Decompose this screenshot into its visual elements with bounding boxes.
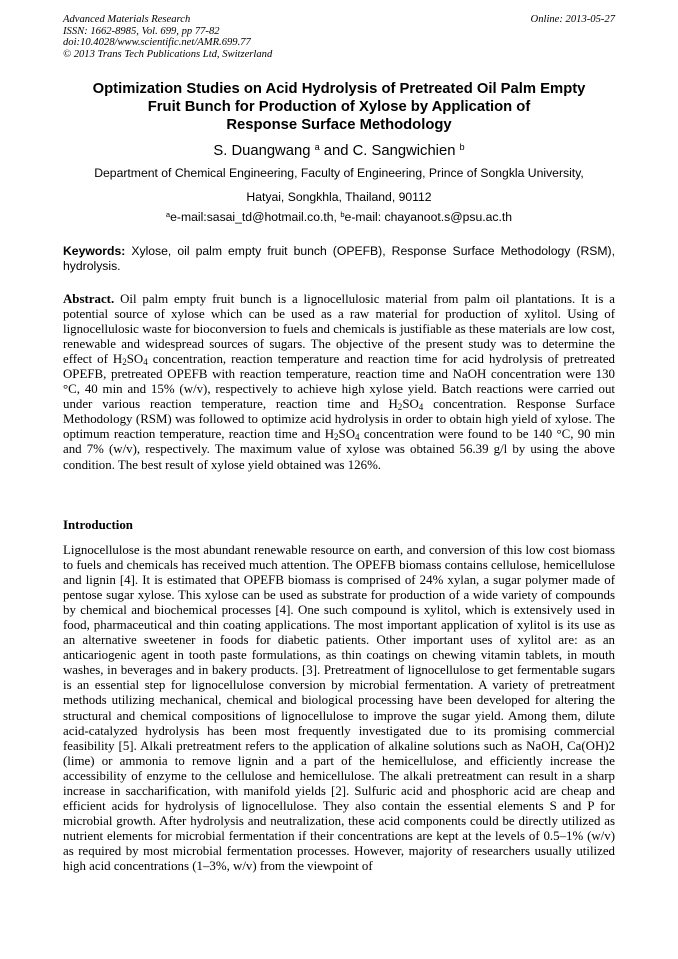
email-mark: a (165, 209, 171, 219)
formula-text: SO (402, 397, 419, 412)
author-affil-mark: a (314, 141, 320, 152)
keywords-label: Keywords: (63, 244, 126, 258)
email-mark: b (340, 209, 345, 219)
author-name: C. Sangwichien (352, 143, 456, 159)
keywords-text: Xylose, oil palm empty fruit bunch (OPEFB), Response Surface Methodology (RSM), hydrolysis. (63, 244, 615, 273)
title-line: Optimization Studies on Acid Hydrolysis of Pretreated Oil Palm Empty (92, 81, 586, 97)
email-link[interactable]: e-mail:sasai_td@hotmail.co.th, (170, 210, 337, 224)
author-emails (55, 210, 623, 225)
abstract-text: Oil palm empty fruit bunch is a lignocellulosic material from palm oil plantations. It is a potential source of xylose which can be used as a raw material for production of xylitol. Using of lignocellulosic waste for bioconversion to fuels and chemicals is justifiable as these materials are low cost, renewable and widespread sources of sugars. The objective of the present study was to determine the effect of H (63, 292, 615, 367)
formula-subscript: 2 (397, 402, 403, 413)
abstract (63, 292, 615, 473)
formula-text: SO (126, 352, 144, 367)
affiliation-department: Department of Chemical Engineering, Faculty of Engineering, Prince of Songkla University, (94, 166, 584, 180)
journal-doi: doi:10.4028/www.scientific.net/AMR.699.77 (63, 37, 251, 49)
author-separator: and (323, 143, 349, 159)
abstract-text: concentration, reaction temperature and reaction time for acid hydrolysis of pretreated OPEFB, pretreated OPEFB with reaction temperature, reaction time and NaOH concentration were 130 °C, 40 min and 15% (w/v), respectively to achieve high xylose yield. Batch reactions were carried out under various reaction temperature, reaction time and H (63, 352, 616, 412)
formula-subscript: 2 (122, 356, 127, 367)
formula-subscript: 4 (418, 402, 424, 413)
journal-header (63, 14, 615, 60)
abstract-text: concentration were found to be 140 °C, 90 min and 7% (w/v), respectively. The maximum value of xylose was obtained 56.39 g/l by using the above condition. The best result of xylose yield obtained was 126%. (63, 427, 615, 472)
keywords (63, 244, 615, 274)
journal-issn: ISSN: 1662-8985, Vol. 699, pp 77-82 (63, 25, 220, 37)
introduction-text: Lignocellulose is the most abundant renewable resource on earth, and conversion of this low cost biomass to fuels and chemicals has received much attention. The OPEFB biomass contains cellulose, hemicellulose and lignin [4]. It is estimated that OPEFB biomass is comprised of 24% xylan, a sugar polymer made of pentose sugar xylose. This xylose can be used as substrate for production of a wide variety of compounds by chemical and biochemical processes [4]. One such compound is xylitol, which is extensively used in food, pharmaceutical and thin coating applications. The most important application of xylitol is its use as an alternative sweetener in foods for diabetic patients. Other important uses of xylitol are: as an anticariogenic agent in tooth paste formulations, as thin coatings on chewing vitamin tablets, in mouth washes, in beverages and in bakery products. [3]. Pretreatment of lignocellulose to get fermentable sugars is an essential step for lignocellulose conversion by microbial fermentation. A variety of pretreatment methods utilizing mechanical, chemical and biological processing have been developed for altering the structural and chemical compositions of lignocellulose to improve the sugar yield. Among them, dilute acid-catalyzed hydrolysis has been most frequently investigated due to its promising commercial feasibility [5]. Alkali pretreatment refers to the application of alkaline solutions such as NaOH, Ca(OH)2 (lime) or ammonia to remove lignin and a part of the hemicellulose, and efficiently increase the accessibility of enzyme to the cellulose and hemicellulose. The alkali pretreatment can result in a sharp increase in saccharification, with manifold yields [2]. Sulfuric acid and phosphoric acid are cheap and efficient acids for hydrolysis of lignocellulose. They also contain the essential elements S and P for microbial growth. After hydrolysis and neutralization, these acid components could be directly utilized as nutrient elements for microbial fermentation if their concentrations are kept at the levels of 0.5–1% (w/v) as required by most microbial fermentation processes. However, majority of researchers usually utilized high acid concentrations (1–3%, w/v) from the viewpoint of (63, 543, 615, 873)
email-link[interactable]: e-mail: chayanoot.s@psu.ac.th (344, 210, 513, 224)
section-heading-introduction: Introduction (63, 518, 133, 532)
author-name: S. Duangwang (213, 143, 311, 159)
formula-text: SO (338, 427, 356, 442)
abstract-label: Abstract. (63, 292, 115, 306)
paper-title (55, 80, 623, 134)
author-affil-mark: b (459, 141, 465, 152)
formula-subscript: 2 (334, 432, 339, 443)
title-line: Response Surface Methodology (226, 117, 452, 133)
affiliation-address: Hatyai, Songkhla, Thailand, 90112 (246, 190, 432, 204)
title-line: Fruit Bunch for Production of Xylose by Application of (147, 99, 531, 115)
formula-subscript: 4 (143, 356, 148, 367)
formula-subscript: 4 (355, 432, 360, 443)
online-date: Online: 2013-05-27 (530, 14, 615, 25)
abstract-text: concentration. Response Surface Methodology (RSM) was followed to optimize acid hydrolysis in order to obtain high yield of xylose. The optimum reaction temperature, reaction time and H (63, 397, 615, 442)
journal-name: Advanced Materials Research (63, 14, 191, 25)
author-list (55, 141, 623, 161)
journal-copyright: © 2013 Trans Tech Publications Ltd, Switzerland (63, 48, 273, 60)
